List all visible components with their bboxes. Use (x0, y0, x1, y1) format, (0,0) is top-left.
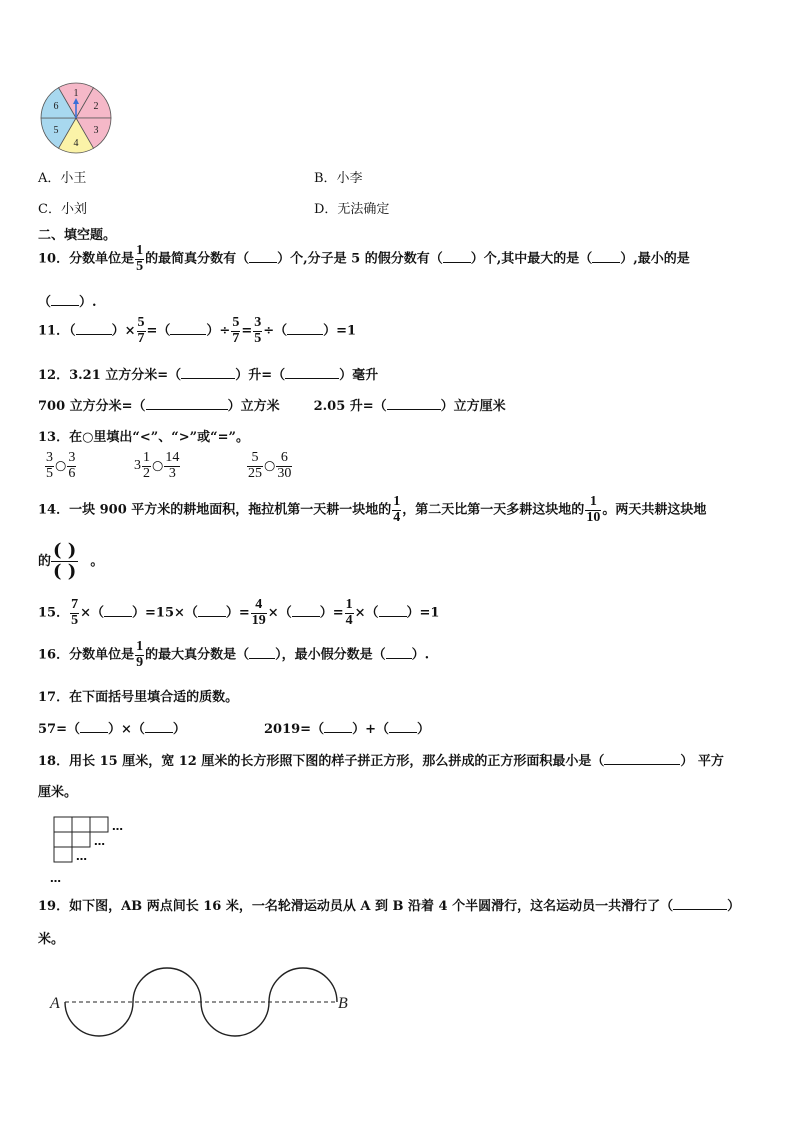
question-18 (38, 750, 724, 769)
q17-blank-1[interactable] (80, 721, 108, 733)
spinner-label-1: 1 (73, 88, 79, 99)
q11-op-6: ）=1 (323, 323, 357, 339)
option-a[interactable]: A．小王 (38, 171, 87, 186)
q15-fraction-1: $\frac{7}{5}$ (71, 597, 79, 628)
question-15 (38, 598, 439, 628)
question-13 (38, 426, 249, 445)
q11-paren-open: （ (69, 323, 76, 339)
q15-op-3: ）= (225, 605, 250, 621)
q14-number: 14． (38, 502, 70, 518)
q13-c1-circle[interactable]: ○ (55, 458, 67, 474)
q17-blank-4[interactable] (389, 721, 417, 733)
q15-op-4: ×（ (267, 605, 292, 621)
q16-text-3: ），最小假分数是（ (275, 647, 386, 663)
q13-number: 13． (38, 430, 70, 445)
q11-op-1: ）× (111, 323, 136, 339)
semicircle-3 (201, 1002, 269, 1036)
q18-number: 18． (38, 754, 70, 769)
q13-c3-right: $\frac{6}{30}$ (277, 450, 292, 481)
q11-op-4: = (241, 323, 253, 339)
tile-r1c1 (54, 817, 72, 832)
question-18-line-2: 厘米。 (38, 785, 78, 800)
q15-op-7: ）=1 (406, 605, 440, 621)
q16-text-2: 的最大真分数是（ (145, 647, 250, 663)
q17-e1-text-3: ） (172, 722, 186, 737)
q11-number: 11． (38, 323, 70, 339)
q13-c1-right: $\frac{3}{6}$ (68, 450, 76, 481)
q10-blank-2[interactable] (443, 251, 471, 263)
q10-fraction: $\frac{1}{5}$ (136, 243, 144, 274)
q11-fraction-a: $\frac{5}{7}$ (137, 315, 145, 346)
q13-c2-left: $\frac{1}{2}$ (143, 450, 150, 481)
question-14-line-2 (38, 541, 103, 582)
q17-e1-text-1: 57=（ (38, 722, 80, 737)
spinner-label-3: 3 (93, 125, 99, 136)
q15-fraction-3: $\frac{1}{4}$ (345, 597, 353, 628)
q11-fraction-b: $\frac{5}{7}$ (232, 315, 240, 346)
q11-op-3: ）÷ (206, 323, 231, 339)
q17-e1-text-2: ）×（ (107, 722, 145, 737)
section-title: 二、填空题。 (38, 228, 117, 243)
tile-r3c1 (54, 847, 72, 862)
q14-fraction-2: $\frac{1}{10}$ (586, 494, 601, 525)
q15-blank-3[interactable] (292, 605, 320, 617)
spinner-label-6: 6 (53, 101, 59, 112)
semicircle-1 (65, 1002, 133, 1036)
q18-dots-2: … (94, 835, 105, 848)
semicircle-4 (269, 968, 337, 1002)
q13-c3-circle[interactable]: ○ (264, 458, 276, 474)
q17-text: 在下面括号里填合适的质数。 (69, 690, 239, 705)
q15-blank-2[interactable] (198, 605, 226, 617)
question-19-line-2: 米。 (38, 932, 65, 947)
q14-text-5: 。 (90, 553, 104, 569)
q16-text-1: 分数单位是 (69, 647, 135, 663)
q17-equation-1 (38, 718, 186, 737)
question-11 (38, 316, 356, 346)
q10-text-5: ）,最小的是 (620, 251, 690, 267)
q13-compare-3 (246, 451, 293, 481)
spinner-label-5: 5 (53, 125, 59, 136)
q10-text-7: ）. (79, 295, 97, 310)
spinner-label-2: 2 (93, 101, 99, 112)
q18-text-2: ） 平方 (680, 754, 724, 769)
q10-text-4: ）个,其中最大的是（ (470, 251, 593, 267)
q12-number: 12． (38, 368, 70, 383)
q10-text-6: （ (38, 295, 52, 310)
q12-text-5: ）立方米 (227, 399, 280, 414)
q14-fraction-1: $\frac{1}{4}$ (393, 494, 401, 525)
q10-text-1: 分数单位是 (69, 251, 135, 267)
q14-text-2: ，第二天比第一天多耕这块地的 (402, 502, 585, 518)
q13-c2-circle[interactable]: ○ (152, 458, 164, 474)
q11-op-2: =（ (146, 323, 171, 339)
q11-blank-2[interactable] (170, 323, 206, 335)
q15-op-2: ）=15×（ (132, 605, 198, 621)
q14-answer-fraction[interactable]: $\frac{( )}{( )}$ (53, 540, 77, 582)
q12-text-7: ）立方厘米 (440, 399, 506, 414)
q15-blank-1[interactable] (104, 605, 132, 617)
q13-c2-right: $\frac{14}{3}$ (165, 450, 180, 481)
tile-r2c1 (54, 832, 72, 847)
question-16 (38, 640, 429, 670)
spinner-label-4: 4 (73, 138, 79, 149)
q12-text-1: 3.21 立方分米=（ (69, 368, 182, 383)
q14-text-3: 。两天共耕这块地 (602, 502, 707, 518)
question-10 (38, 244, 690, 274)
q17-blank-3[interactable] (324, 721, 352, 733)
q15-op-5: ）= (319, 605, 344, 621)
question-19 (38, 895, 740, 914)
q11-blank-3[interactable] (287, 323, 323, 335)
q13-compare-1 (44, 451, 77, 481)
q19-text-1: 如下图，AB 两点间长 16 米，一名轮滑运动员从 A 到 B 沿着 4 个半圆滑行，这名运动员一共滑行了（ (69, 899, 674, 914)
question-12 (38, 364, 378, 383)
q13-c3-left: $\frac{5}{25}$ (248, 450, 262, 481)
q12-text-6: 2.05 升=（ (313, 399, 387, 414)
q10-text-2: 的最简真分数有（ (145, 251, 250, 267)
q13-c2-whole: 3 (134, 458, 141, 474)
q15-fraction-2: $\frac{4}{19}$ (251, 597, 266, 628)
q12-blank-1[interactable] (181, 367, 235, 379)
q17-e2-text-3: ） (416, 722, 430, 737)
question-12-line-2 (38, 395, 506, 414)
q19-blank[interactable] (673, 898, 727, 910)
q12-text-3: ）毫升 (339, 368, 379, 383)
q10-blank-3[interactable] (592, 251, 620, 263)
tile-r2c2 (72, 832, 90, 847)
q12-text-4: 700 立方分米=（ (38, 399, 146, 414)
q15-number: 15． (38, 605, 70, 621)
q15-op-6: ×（ (354, 605, 379, 621)
q16-text-4: ）. (411, 647, 430, 663)
q16-number: 16． (38, 647, 70, 663)
q17-equation-2 (264, 718, 430, 737)
question-17 (38, 686, 238, 705)
q16-blank-2[interactable] (386, 647, 412, 659)
q18-dots-1: … (112, 820, 123, 833)
spinner-figure (36, 82, 118, 154)
q17-blank-2[interactable] (145, 721, 173, 733)
q12-blank-2[interactable] (285, 367, 339, 379)
question-10-line-2 (38, 291, 97, 310)
q17-e2-text-1: 2019=（ (264, 722, 325, 737)
q10-text-3: ）个,分子是 5 的假分数有（ (277, 251, 443, 267)
q12-blank-3[interactable] (146, 398, 228, 410)
q18-text-1: 用长 15 厘米，宽 12 厘米的长方形照下图的样子拼正方形，那么拼成的正方形面积最小是（ (69, 754, 605, 769)
tile-r1c2 (72, 817, 90, 832)
q16-fraction: $\frac{1}{9}$ (136, 639, 144, 670)
q15-blank-4[interactable] (379, 605, 407, 617)
q12-text-2: ）升=（ (235, 368, 286, 383)
q18-dots-3: … (76, 850, 87, 863)
label-b: B (338, 995, 348, 1012)
q11-fraction-c: $\frac{3}{5}$ (254, 315, 262, 346)
label-a: A (50, 995, 60, 1012)
q17-e2-text-2: ）+（ (352, 722, 389, 737)
q13-text: 在○里填出“<”、“>”或“=”。 (69, 430, 249, 445)
q12-blank-4[interactable] (387, 398, 441, 410)
q18-tiling-figure (50, 814, 140, 886)
q15-op-1: ×（ (80, 605, 104, 621)
q14-text-1: 一块 900 平方米的耕地面积，拖拉机第一天耕一块地的 (69, 502, 392, 518)
q10-blank-4[interactable] (51, 294, 79, 306)
semicircle-2 (133, 968, 201, 1002)
tile-r1c3 (90, 817, 108, 832)
option-c[interactable]: C．小刘 (38, 202, 87, 217)
q11-blank-1[interactable] (76, 323, 112, 335)
q19-number: 19． (38, 899, 70, 914)
question-14 (38, 495, 706, 525)
q19-semicircle-figure (46, 962, 356, 1044)
q10-blank-1[interactable] (249, 251, 277, 263)
option-b[interactable]: B．小李 (314, 171, 363, 186)
q18-blank[interactable] (604, 753, 680, 765)
q14-text-4: 的 (38, 553, 52, 569)
option-d[interactable]: D．无法确定 (314, 202, 390, 217)
q13-c1-left: $\frac{3}{5}$ (46, 450, 53, 481)
q16-blank-1[interactable] (249, 647, 275, 659)
q11-op-5: ÷（ (263, 323, 288, 339)
q13-compare-2 (134, 451, 181, 481)
q17-number: 17． (38, 690, 70, 705)
q19-text-2: ） (727, 899, 741, 914)
q10-number: 10． (38, 251, 70, 267)
q18-dots-4: … (50, 872, 61, 885)
